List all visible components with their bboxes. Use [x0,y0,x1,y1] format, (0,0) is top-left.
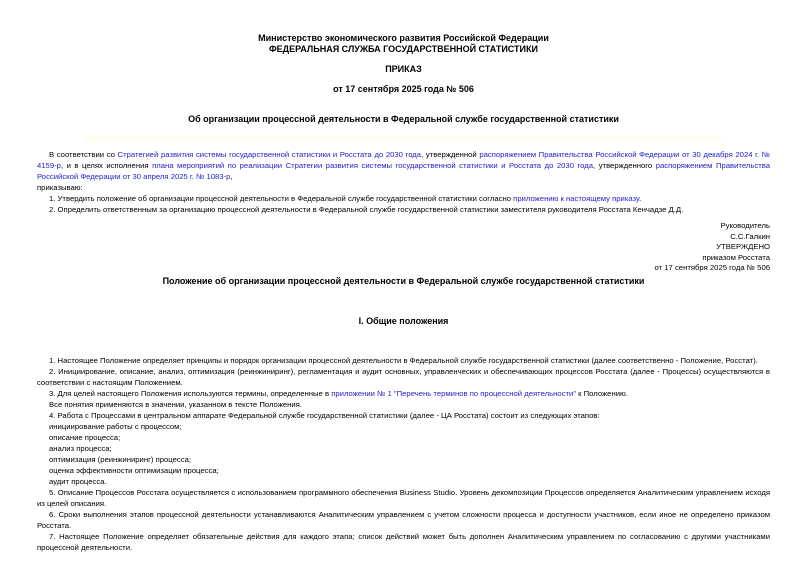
regulation-paragraph [37,355,770,366]
regulation-paragraph [37,454,770,465]
text-segment: 5. Описание Процессов Росстата осуществляется с использованием программного обеспечения Business Studio. Уровень декомпозиции Процессов определяется Аналитическим управлением исходя из целей описания. [37,487,770,508]
document-link[interactable]: распоряжением Правительства Российской Федерации от 30 декабря 2024 г. № 4159-р [37,150,770,170]
preamble-paragraph [37,149,770,182]
text-segment: оценка эффективности оптимизации процесса; [49,465,219,475]
regulation-paragraph [37,443,770,454]
text-segment: 4. Работа с Процессами в центральном аппарате Федеральной службе государственной статистики (далее - ЦА Росстата) состоит из следующих этапов: [49,410,600,420]
text-segment: Все понятия применяются в значении, указанном в тексте Положения. [49,399,302,409]
text-segment: аудит процесса. [49,476,107,486]
signature-approval-block [37,221,770,274]
order-item [37,193,770,204]
text-segment: В соответствии со [49,150,118,159]
order-items [37,193,770,215]
section-divider [85,136,722,141]
document-date-number: от 17 сентября 2025 года № 506 [333,84,474,94]
document-header [37,33,770,125]
regulation-paragraph [37,432,770,443]
text-segment: инициирование работы с процессом; [49,421,182,431]
regulation-body [37,355,770,553]
text-segment: , утвержденной [421,150,480,159]
document-link[interactable]: приложению к настоящему приказу [513,194,640,203]
regulation-paragraph [37,421,770,432]
ministry-name: Министерство экономического развития Российской Федерации [258,33,549,43]
signature-line: приказом Росстата [702,252,770,262]
document-link[interactable]: Стратегией развития системы государственной статистики и Росстата до 2030 года [117,150,422,159]
order-item [37,204,770,215]
regulation-paragraph [37,465,770,476]
regulation-paragraph [37,531,770,553]
regulation-paragraph [37,410,770,421]
text-segment: , и в целях исполнения [60,161,153,170]
regulation-paragraph [37,476,770,487]
regulation-title: Положение об организации процессной деятельности в Федеральной службе государственной статистики [162,275,645,286]
regulation-paragraph [37,388,770,399]
order-word: приказываю: [37,183,83,192]
text-segment: . [639,194,642,203]
regulation-paragraph [37,487,770,509]
document-link[interactable]: приложении № 1 "Перечень терминов по процессной деятельности" [331,388,576,398]
regulation-paragraph [37,509,770,531]
text-segment: к Положению. [576,388,628,398]
regulation-paragraph [37,366,770,388]
text-segment: 3. Для целей настоящего Положения используются термины, определенные в [49,388,332,398]
document-title: Об организации процессной деятельности в Федеральной службе государственной статистики [188,114,619,124]
document-type: ПРИКАЗ [385,64,422,74]
signature-line: от 17 сентября 2025 года № 506 [654,263,770,272]
text-segment: оптимизация (реинжиниринг) процесса; [49,454,191,464]
signature-line: С.С.Галкин [730,231,770,241]
text-segment: 1. Настоящее Положение определяет принципы и порядок организации процессной деятельности в Федеральной службе государственной статистики (далее соответственно - Положение, Росстат). [49,355,758,365]
document-link[interactable]: плана мероприятий по реализации Стратегии развития системы государственной статистики и Росстата до 2030 года [152,161,594,170]
text-segment: 2. Инициирование, описание, анализ, оптимизация (реинжиниринг), регламентация и аудит основных, управленческих и обеспечивающих процессов Росстата (далее - Процессы) осуществляются в соответствии с настоящим Положением. [37,366,770,387]
text-segment: , [230,172,233,181]
regulation-section-title: I. Общие положения [358,315,449,326]
text-segment: , утвержденного [593,161,656,170]
agency-name: ФЕДЕРАЛЬНАЯ СЛУЖБА ГОСУДАРСТВЕННОЙ СТАТИСТИКИ [269,44,538,54]
text-segment: описание процесса; [49,432,121,442]
signature-line: Руководитель [720,221,770,230]
document-link[interactable]: распоряжением Правительства Российской Федерации от 30 апреля 2025 г. № 1083-р [37,161,771,181]
text-segment: 6. Сроки выполнения этапов процессной деятельности устанавливаются Аналитическим управлением с учетом сложности процесса и доступности участников, если иное не определено приказом Росстата. [37,509,770,530]
regulation-paragraph [37,399,770,410]
text-segment: 1. Утвердить положение об организации процессной деятельности в Федеральной службе государственной статистики согласно [49,194,514,203]
text-segment: 2. Определить ответственным за организацию процессной деятельности в Федеральной службе государственной статистики заместителя руководителя Росстата Кенчадзе Д.Д. [49,205,684,214]
signature-line: УТВЕРЖДЕНО [716,242,770,251]
text-segment: 7. Настоящее Положение определяет обязательные действия для каждого этапа; список действий может быть дополнен Аналитическим управлением по согласованию с другими участниками процессной деятельности. [37,531,770,552]
text-segment: анализ процесса; [49,443,112,453]
